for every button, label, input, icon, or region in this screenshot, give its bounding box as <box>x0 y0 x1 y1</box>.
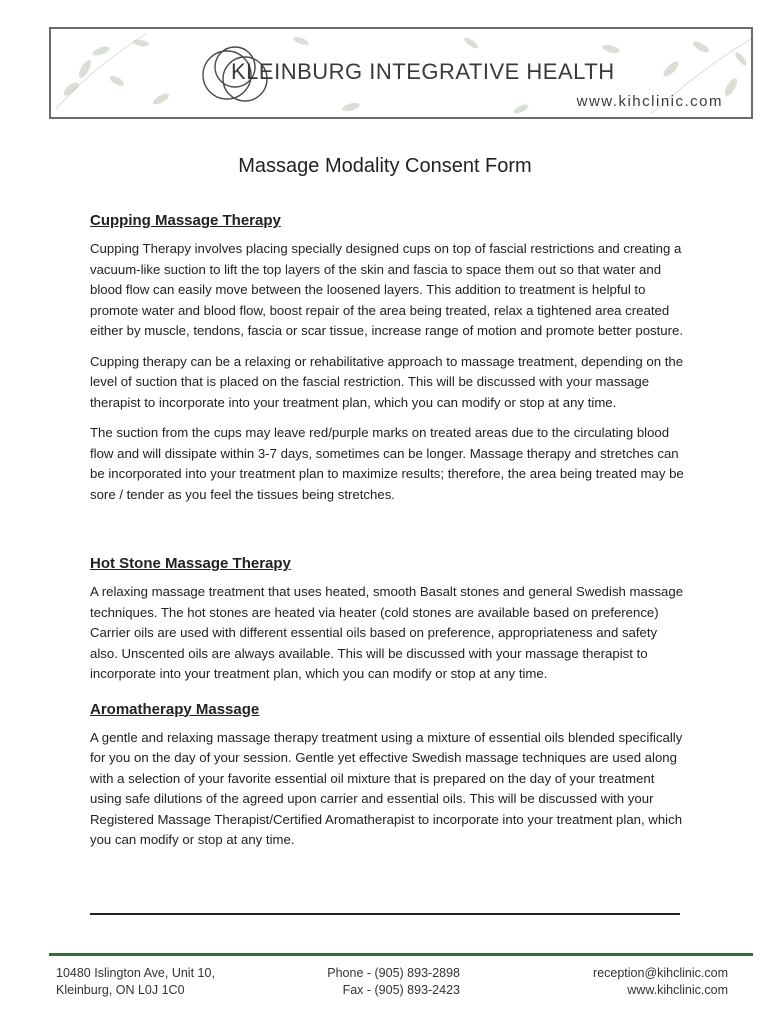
section-heading: Aromatherapy Massage <box>90 700 260 718</box>
brand-name: KLEINBURG INTEGRATIVE HEALTH <box>231 59 615 84</box>
page-title: Massage Modality Consent Form <box>238 155 532 177</box>
section-paragraph: Cupping Therapy involves placing specially designed cups on top of fascial restrictions and creating a vacuum-like suction to lift the top layers of the skin and fascia to space them out so that water and blood flow can easily move between the loosened layers. This addition to treatment is helpful to promote water and blood flow, boost repair of the area being treated, relax a tightened area created either by muscle, tendons, fascia or scar tissue, increase range of motion and promote better posture. <box>90 241 684 338</box>
footer-phone-fax <box>310 965 460 999</box>
section-hot-stone <box>90 555 684 685</box>
footer-divider <box>49 953 753 956</box>
section-paragraph: A relaxing massage treatment that uses heated, smooth Basalt stones and general Swedish massage techniques. The hot stones are heated via heater (cold stones are available based on preference) Carrier oils are used with different essential oils based on preference, appropriateness and safety also. Unscented oils are always available. This will be discussed with your massage therapist to incorporate into your treatment plan, which you can modify or stop at any time. <box>90 584 684 681</box>
website-link[interactable]: www.kihclinic.com <box>627 983 728 997</box>
section-heading: Hot Stone Massage Therapy <box>90 555 291 572</box>
phone-number: Phone - (905) 893-2898 <box>327 966 460 980</box>
section-aromatherapy <box>90 701 684 851</box>
section-paragraph: A gentle and relaxing massage therapy treatment using a mixture of essential oils blended specifically for you on the day of your session. Gentle yet effective Swedish massage techniques are used along with a selection of your favorite essential oil mixture that is prepared on the day of your treatment using safe dilutions of the agreed upon carrier and essential oils. This will be discussed with your Registered Massage Therapist/Certified Aromatherapist to incorporate into your treatment plan, which you can modify or stop at any time. <box>90 729 683 847</box>
email-link[interactable]: reception@kihclinic.com <box>593 966 728 980</box>
address-line: 10480 Islington Ave, Unit 10, <box>56 966 215 980</box>
fax-number: Fax - (905) 893-2423 <box>342 983 460 997</box>
address-line: Kleinburg, ON L0J 1C0 <box>56 983 185 997</box>
section-paragraph: The suction from the cups may leave red/purple marks on treated areas due to the circulating blood flow and will dissipate within 3-7 days, sometimes can be longer. Massage therapy and stretches can be incorporated into your treatment plan to maximize results; therefore, the area being treated may be sore / tender as you feel the tissues being stretches. <box>90 425 684 502</box>
section-cupping <box>90 212 684 505</box>
section-paragraph: Cupping therapy can be a relaxing or rehabilitative approach to massage treatment, depending on the level of suction that is placed on the fascial restriction. This will be discussed with your massage therapist to incorporate into your treatment plan, which you can modify or stop at any time. <box>90 353 684 410</box>
footer-address <box>56 965 215 999</box>
section-heading: Cupping Massage Therapy <box>90 212 281 229</box>
divider <box>90 913 680 915</box>
header-banner <box>49 27 753 119</box>
form-content <box>90 212 684 861</box>
footer-contact <box>593 965 728 999</box>
brand-website: www.kihclinic.com <box>576 93 723 110</box>
